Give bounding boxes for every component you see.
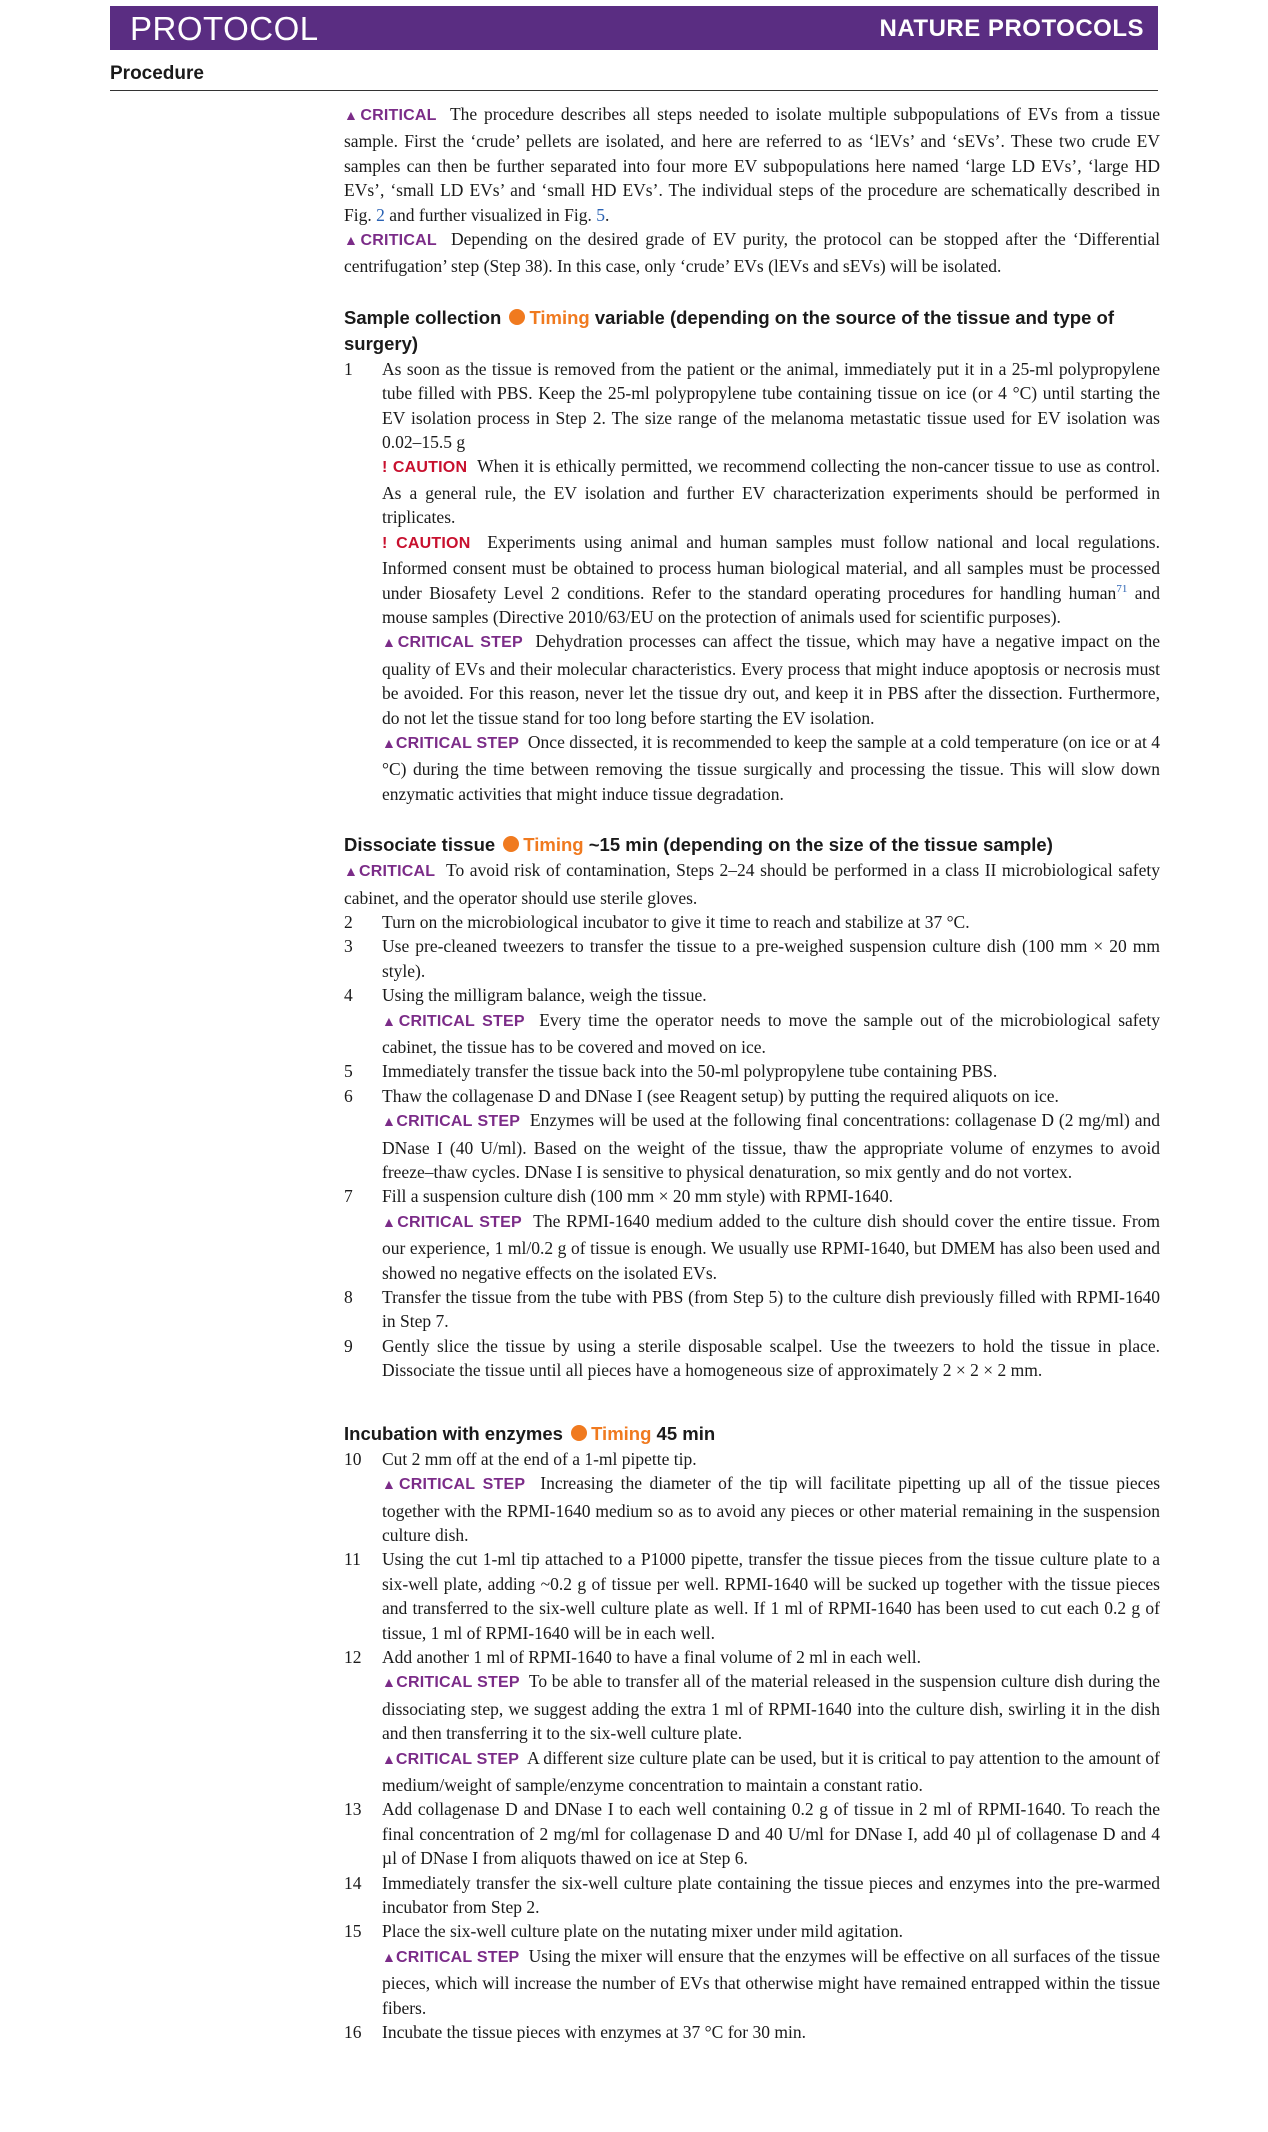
caution-label: CAUTION xyxy=(392,459,468,477)
journal-header xyxy=(110,6,1158,50)
critical-step-note: ▲CRITICAL STEP A different size culture plate can be used, but it is critical to pay attention to the amount of medium/weight of sample/enzyme concentration to maintain a constant ratio. xyxy=(382,1747,1161,1795)
critical-step-note: ▲CRITICAL STEP To be able to transfer all of the material released in the suspension culture dish during the dissociating step, we suggest adding the extra 1 ml of RPMI-1640 into the culture dish, swirling it in the dish and then transferring it to the six-well culture plate. xyxy=(382,1671,1160,1744)
critical-triangle-icon: ▲ xyxy=(382,736,396,752)
section-heading-bar xyxy=(110,63,1158,91)
step-4: 4 Using the milligram balance, weigh the tissue. ▲CRITICAL STEP Every time the operator needs to move the sample out of the microbiological safety cabinet, the tissue has to be covered and moved on ice. xyxy=(344,983,1160,1059)
step-3: 3 Use pre-cleaned tweezers to transfer the tissue to a pre-weighed suspension culture dish (100 mm × 20 mm style). xyxy=(344,936,1160,981)
critical-triangle-icon: ▲ xyxy=(382,1014,399,1030)
critical-step-note: ▲CRITICAL STEP Increasing the diameter of the tip will facilitate pipetting up all of the tissue pieces together with the RPMI-1640 medium so as to avoid any pieces or other material remaining in the suspension culture dish. xyxy=(382,1473,1161,1545)
step-13: 13 Add collagenase D and DNase I to each well containing 0.2 g of tissue in 2 ml of RPMI-1640. To reach the final concentration of 2 mg/ml for collagenase D and 40 U/ml for DNase I, add 40 µl of collagenase D and 4 µl of DNase I from aliquots thawed on ice at Step 6. xyxy=(344,1799,1160,1869)
timing-dot-icon xyxy=(503,836,519,852)
dissociate-critical: ▲CRITICAL To avoid risk of contamination, Steps 2–24 should be performed in a class II microbiological safety cabinet, and the operator should use sterile gloves. xyxy=(344,860,1161,908)
critical-triangle-icon: ▲ xyxy=(382,1676,397,1692)
caution-note: ! CAUTION When it is ethically permitted, we recommend collecting the non-cancer tissue to use as control. As a general rule, the EV isolation and further EV characterization experiments should be performed in triplicates. xyxy=(382,456,1160,528)
caution-note: ! CAUTION Experiments using animal and human samples must follow national and local regulations. Informed consent must be obtained to process human biological material, and all samples must be processed under Biosafety Level 2 conditions. Refer to the standard operating procedures for handling human$^{71}$ and mouse samples (Directive 2010/63/EU on the protection of animals used for scientific purposes). xyxy=(382,531,1160,627)
critical-triangle-icon: ▲ xyxy=(382,1752,396,1768)
critical-step-note: ▲CRITICAL STEP Dehydration processes can affect the tissue, which may have a negative impact on the quality of EVs and their molecular characteristics. Every process that might induce apoptosis or necrosis must be avoided. For this reason, never let the tissue dry out, and keep it in PBS after the dissection. Furthermore, do not let the tissue stand for too long before starting the EV isolation. xyxy=(382,631,1161,728)
critical-triangle-icon: ▲ xyxy=(344,109,361,124)
timing-dot-icon xyxy=(571,1425,587,1441)
critical-step-note: ▲CRITICAL STEP Enzymes will be used at the following final concentrations: collagenase D (2 mg/ml) and DNase I (40 U/ml). Based on the weight of the tissue, thaw the appropriate volume of enzymes to avoid freeze–thaw cycles. DNase I is sensitive to physical denaturation, so mix gently and do not vortex. xyxy=(382,1110,1161,1183)
critical-triangle-icon: ▲ xyxy=(344,234,361,250)
fig5-link[interactable]: 5 xyxy=(596,204,606,225)
incubation-heading: Incubation with enzymes Timing 45 min xyxy=(344,1422,716,1444)
critical-triangle-icon: ▲ xyxy=(382,636,398,652)
fig2-link[interactable]: 2 xyxy=(376,204,385,225)
step-7: 7 Fill a suspension culture dish (100 mm × 20 mm style) with RPMI-1640. ▲CRITICAL STEP The RPMI-1640 medium added to the culture dish should cover the entire tissue. From our experience, 1 ml/0.2 g of tissue is enough. We usually use RPMI-1640, but DMEM has also been used and showed no negative effects on the isolated EVs. xyxy=(344,1184,1160,1285)
step-9: 9 Gently slice the tissue by using a sterile disposable scalpel. Use the tweezers to hold the tissue in place. Dissociate the tissue until all pieces have a homogeneous size of approximately 2 × 2 × 2 mm. xyxy=(344,1335,1160,1381)
header-protocol-label: PROTOCOL xyxy=(130,10,319,47)
critical-step-note: ▲CRITICAL STEP Every time the operator needs to move the sample out of the microbiological safety cabinet, the tissue has to be covered and moved on ice. xyxy=(382,1009,1161,1057)
step-8: 8 Transfer the tissue from the tube with PBS (from Step 5) to the culture dish previously filled with RPMI-1640 in Step 7. xyxy=(344,1287,1160,1332)
critical-label: CRITICAL xyxy=(360,107,437,124)
step-11: 11 Using the cut 1-ml tip attached to a P1000 pipette, transfer the tissue pieces from the tissue culture plate to a six-well plate, adding ~0.2 g of tissue per well. RPMI-1640 will be sucked up together with the tissue pieces and transferred to the six-well culture plate as well. If 1 ml of RPMI-1640 has been used to cut each 0.2 g of tissue, 1 ml of RPMI-1640 will be in each well. xyxy=(344,1549,1160,1643)
intro-critical-2: ▲CRITICAL Depending on the desired grade of EV purity, the protocol can be stopped after the ‘Differential centrifugation’ step (Step 38). In this case, only ‘crude’ EVs (lEVs and sEVs) will be isolated. xyxy=(344,229,1161,277)
critical-label: CRITICAL xyxy=(360,232,437,250)
intro-critical-1: ▲CRITICAL The procedure describes all steps needed to isolate multiple subpopulations of EVs from a tissue sample. First the ‘crude’ pellets are isolated, and here are referred to as ‘lEVs’ and ‘sEVs’. These two crude EV samples can then be further separated into four more EV subpopulations here named ‘large LD EVs’, ‘large HD EVs’, ‘small LD EVs’ and ‘small HD EVs’. The individual steps of the procedure are schematically described in Fig. 2 and further visualized in Fig. 5. xyxy=(344,104,1161,225)
dissociate-tissue-heading: Dissociate tissue Timing ~15 min (depending on the size of the tissue sample) xyxy=(344,834,1053,856)
critical-triangle-icon: ▲ xyxy=(382,1950,397,1966)
sample-collection-heading: Sample collection Timing variable (depending on the source of the tissue and type of surgery) xyxy=(344,306,1114,354)
step-12: 12 Add another 1 ml of RPMI-1640 to have a final volume of 2 ml in each well. ▲CRITICAL STEP To be able to transfer all of the material released in the suspension culture dish during the dissociating step, we suggest adding the extra 1 ml of RPMI-1640 into the culture dish, swirling it in the dish and then transferring it to the six-well culture plate. ▲CRITICAL STEP A different size culture plate can be used, but it is critical to pay attention to the amount of medium/weight of sample/enzyme concentration to maintain a constant ratio. xyxy=(344,1645,1160,1797)
critical-triangle-icon: ▲ xyxy=(382,1215,398,1231)
section-title: Procedure xyxy=(110,63,204,84)
critical-step-note: ▲CRITICAL STEP Using the mixer will ensure that the enzymes will be effective on all surfaces of the tissue pieces, which will increase the number of EVs that otherwise might have remained entrapped within the tissue fibers. xyxy=(382,1945,1161,2018)
step-10: 10 Cut 2 mm off at the end of a 1-ml pipette tip. ▲CRITICAL STEP Increasing the diameter of the tip will facilitate pipetting up all of the tissue pieces together with the RPMI-1640 medium so as to avoid any pieces or other material remaining in the suspension culture dish. xyxy=(344,1447,1160,1548)
procedure-content xyxy=(344,102,1160,2044)
critical-triangle-icon: ▲ xyxy=(382,1115,397,1131)
step-16: 16 Incubate the tissue pieces with enzymes at 37 °C for 30 min. xyxy=(344,2022,806,2043)
step-5: 5 Immediately transfer the tissue back into the 50-ml polypropylene tube containing PBS. xyxy=(344,1061,998,1082)
timing-dot-icon xyxy=(509,309,525,325)
step-2: 2 Turn on the microbiological incubator to give it time to reach and stabilize at 37 °C. xyxy=(344,911,970,932)
critical-triangle-icon: ▲ xyxy=(344,865,360,881)
critical-step-note: ▲CRITICAL STEP Once dissected, it is recommended to keep the sample at a cold temperature (on ice or at 4 °C) during the time between removing the tissue surgically and processing the tissue. This will slow down enzymatic activities that might induce tissue degradation. xyxy=(382,731,1161,804)
header-journal-name: NATURE PROTOCOLS xyxy=(879,15,1144,42)
step-1: 1 As soon as the tissue is removed from the patient or the animal, immediately put it in a 25-ml polypropylene tube filled with PBS. Keep the 25-ml polypropylene tube containing tissue on ice (or 4 °C) until starting the EV isolation process in Step 2. The size range of the melanoma metastatic tissue used for EV isolation was 0.02–15.5 g ! CAUTION When it is ethically permitted, we recommend collecting the non-cancer tissue to use as control. As a general rule, the EV isolation and further EV characterization experiments should be performed in triplicates. ! CAUTION Experiments using animal and human samples must follow national and local regulations. Informed consent must be obtained to process human biological material, and all samples must be processed under Biosafety Level 2 conditions. Refer to the standard operating procedures for handling human$^{71}$ and mouse samples (Directive 2010/63/EU on the protection of animals used for scientific purposes). ▲CRITICAL STEP Dehydration processes can affect the tissue, which may have a negative impact on the quality of EVs and their molecular characteristics. Every process that might induce apoptosis or necrosis must be avoided. For this reason, never let the tissue dry out, and keep it in PBS after the dissection. Furthermore, do not let the tissue stand for too long before starting the EV isolation. ▲CRITICAL STEP Once dissected, it is recommended to keep the sample at a cold temperature (on ice or at 4 °C) during the time between removing the tissue surgically and processing the tissue. This will slow down enzymatic activities that might induce tissue degradation. xyxy=(344,357,1160,806)
critical-triangle-icon: ▲ xyxy=(382,1478,399,1494)
step-6: 6 Thaw the collagenase D and DNase I (see Reagent setup) by putting the required aliquots on ice. ▲CRITICAL STEP Enzymes will be used at the following final concentrations: collagenase D (2 mg/ml) and DNase I (40 U/ml). Based on the weight of the tissue, thaw the appropriate volume of enzymes to avoid freeze–thaw cycles. DNase I is sensitive to physical denaturation, so mix gently and do not vortex. xyxy=(344,1084,1160,1185)
step-15: 15 Place the six-well culture plate on the nutating mixer under mild agitation. ▲CRITICAL STEP Using the mixer will ensure that the enzymes will be effective on all surfaces of the tissue pieces, which will increase the number of EVs that otherwise might have remained entrapped within the tissue fibers. xyxy=(344,1919,1160,2020)
reference-71-link[interactable]: 71 xyxy=(1116,582,1128,595)
step-14: 14 Immediately transfer the six-well culture plate containing the tissue pieces and enzymes into the pre-warmed incubator from Step 2. xyxy=(344,1872,1160,1917)
critical-step-note: ▲CRITICAL STEP The RPMI-1640 medium added to the culture dish should cover the entire tissue. From our experience, 1 ml/0.2 g of tissue is enough. We usually use RPMI-1640, but DMEM has also been used and showed no negative effects on the isolated EVs. xyxy=(382,1210,1161,1283)
caution-label: CAUTION xyxy=(396,534,471,552)
